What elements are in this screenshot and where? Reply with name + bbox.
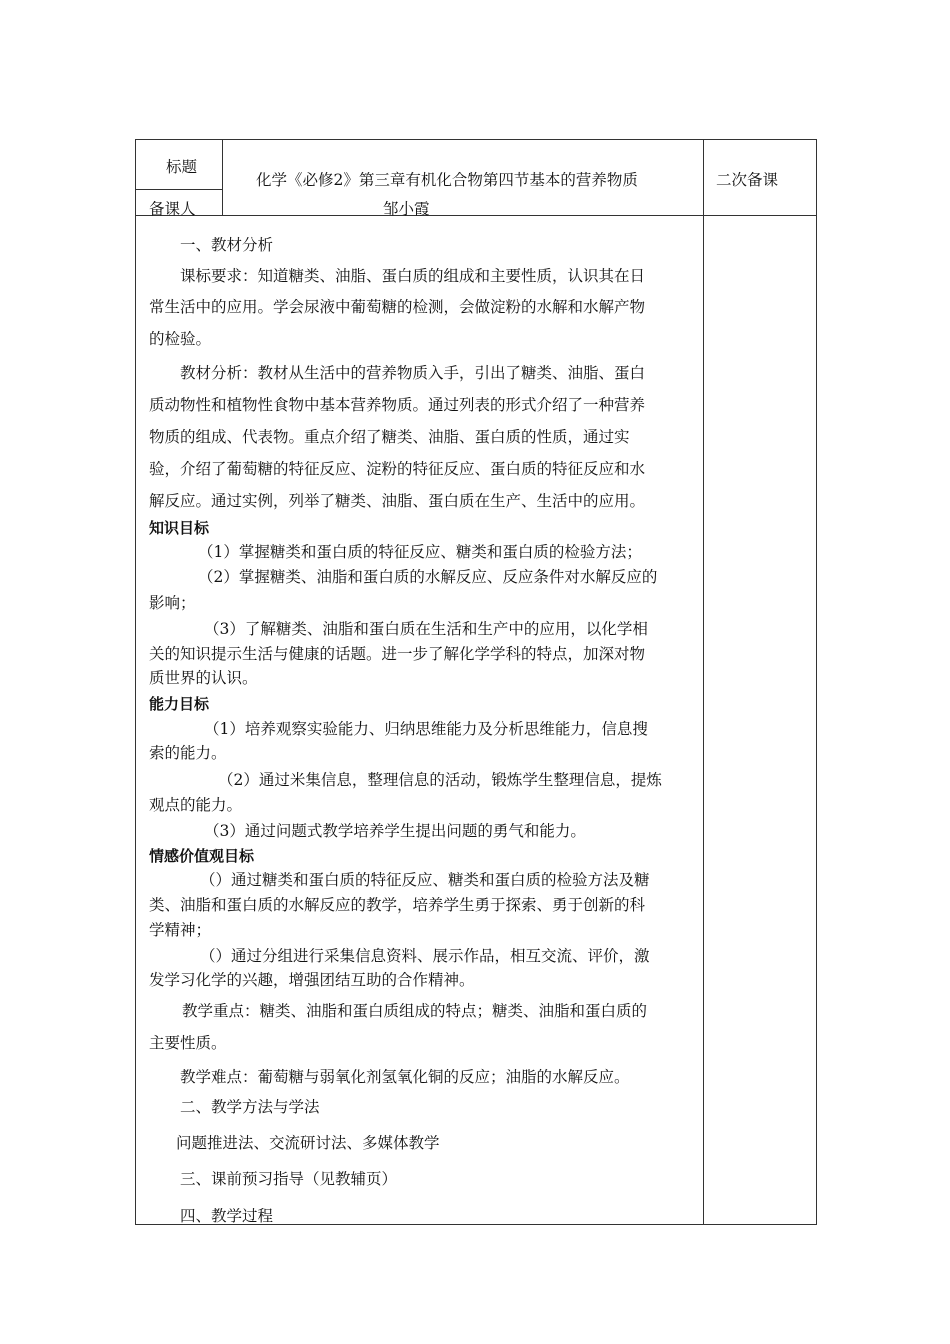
body-line: 学精神；	[149, 921, 212, 939]
body-line: 观点的能力。	[149, 796, 243, 814]
body-line: 课标要求：知道糖类、油脂、蛋白质的组成和主要性质，认识其在日	[180, 267, 646, 285]
body-line: 索的能力。	[149, 744, 227, 762]
body-line: 常生活中的应用。学会尿液中葡萄糖的检测，会做淀粉的水解和水解产物	[149, 298, 646, 316]
body-line: 主要性质。	[149, 1034, 227, 1052]
section-heading: 三、课前预习指导（见教辅页）	[180, 1170, 398, 1188]
body-line: （2）通过米集信息，整理信息的活动，锻炼学生整理信息，提炼	[218, 771, 662, 789]
second-prep-label: 二次备课	[716, 171, 779, 189]
body-line: 质动物性和植物性食物中基本营养物质。通过列表的形式介绍了一种营养	[149, 396, 646, 414]
body-line: 解反应。通过实例，列举了糖类、油脂、蛋白质在生产、生活中的应用。	[149, 492, 646, 510]
body-line: （1）掌握糖类和蛋白质的特征反应、糖类和蛋白质的检验方法；	[198, 543, 642, 561]
body-line: 教学重点：糖类、油脂和蛋白质组成的特点；糖类、油脂和蛋白质的	[182, 1002, 648, 1020]
body-line: 关的知识提示生活与健康的话题。进一步了解化学学科的特点，加深对物	[149, 645, 646, 663]
subheading-ability-goals: 能力目标	[149, 695, 210, 713]
body-line: 类、油脂和蛋白质的水解反应的教学，培养学生勇于探索、勇于创新的科	[149, 896, 646, 914]
body-line: 影响；	[149, 594, 196, 612]
body-line: （）通过分组进行采集信息资料、展示作品，相互交流、评价，激	[200, 947, 650, 965]
body-line: 的检验。	[149, 330, 212, 348]
table-divider	[703, 139, 704, 1225]
body-line: 物质的组成、代表物。重点介绍了糖类、油脂、蛋白质的性质，通过实	[149, 428, 630, 446]
body-line: 教材分析：教材从生活中的营养物质入手，引出了糖类、油脂、蛋白	[180, 364, 646, 382]
lesson-title: 化学《必修2》第三章有机化合物第四节基本的营养物质	[256, 171, 638, 189]
body-line: （3）了解糖类、油脂和蛋白质在生活和生产中的应用，以化学相	[204, 620, 648, 638]
table-divider	[222, 139, 223, 216]
subheading-values-goals: 情感价值观目标	[149, 847, 255, 865]
body-line: 问题推进法、交流研讨法、多媒体教学	[176, 1134, 440, 1152]
label-title: 标题	[166, 158, 198, 176]
label-preparer: 备课人	[149, 200, 196, 218]
table-divider	[135, 215, 817, 216]
body-line: （3）通过问题式教学培养学生提出问题的勇气和能力。	[204, 822, 586, 840]
body-line: （）通过糖类和蛋白质的特征反应、糖类和蛋白质的检验方法及糖	[200, 871, 650, 889]
body-line: 验，介绍了葡萄糖的特征反应、淀粉的特征反应、蛋白质的特征反应和水	[149, 460, 646, 478]
body-line: 教学难点：葡萄糖与弱氧化剂氢氧化铜的反应；油脂的水解反应。	[180, 1068, 630, 1086]
preparer-name: 邹小霞	[383, 200, 430, 218]
body-line: 质世界的认识。	[149, 669, 258, 687]
table-divider	[135, 189, 223, 190]
section-heading: 二、教学方法与学法	[180, 1098, 320, 1116]
section-heading: 四、教学过程	[180, 1207, 274, 1225]
body-line: （2）掌握糖类、油脂和蛋白质的水解反应、反应条件对水解反应的	[198, 568, 658, 586]
section-heading: 一、教材分析	[180, 236, 274, 254]
subheading-knowledge-goals: 知识目标	[149, 519, 210, 537]
body-line: （1）培养观察实验能力、归纳思维能力及分析思维能力，信息搜	[204, 720, 648, 738]
body-line: 发学习化学的兴趣，增强团结互助的合作精神。	[149, 971, 475, 989]
